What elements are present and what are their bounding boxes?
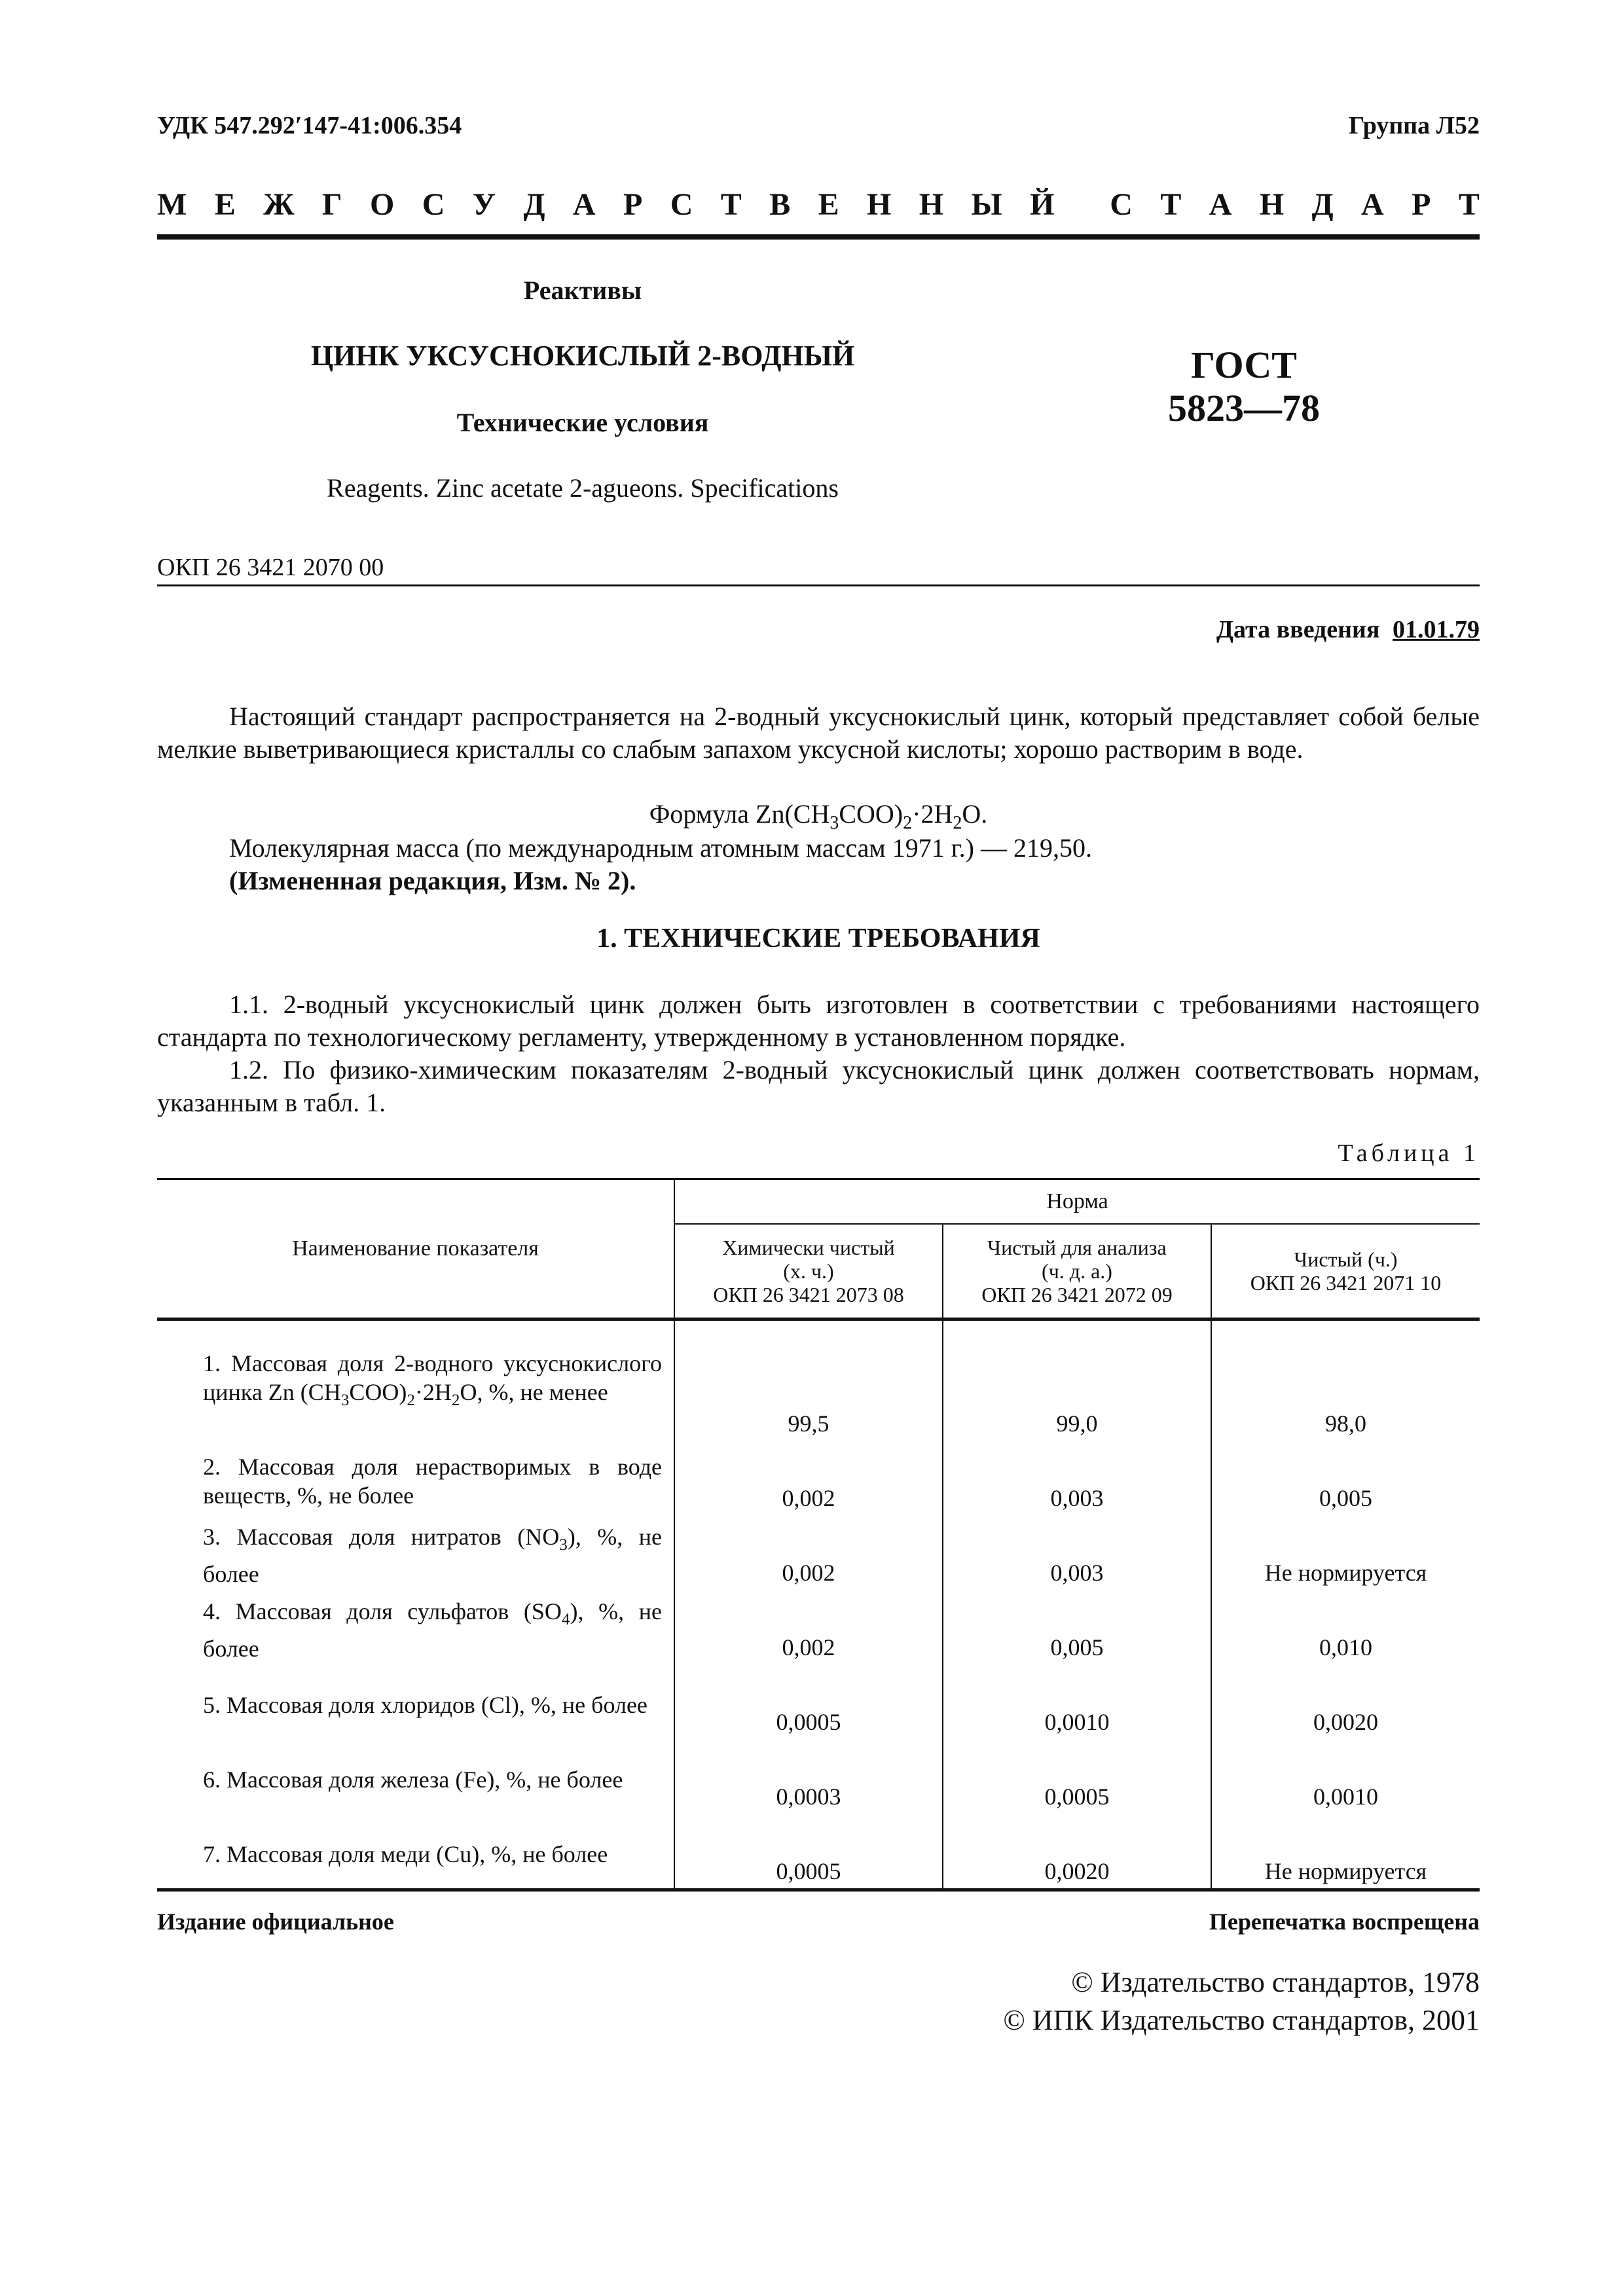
band-letter: О [369,187,395,222]
formula-label: Формула [649,799,750,829]
value-cell: 99,0 [943,1319,1211,1444]
column-header-grade-2: Чистый для анализа (ч. д. а.) ОКП 26 3421 2072 09 [943,1224,1211,1319]
band-letter: Е [818,187,839,222]
band-letter: А [1209,187,1232,222]
copyright [1003,1964,1480,2039]
column-header-grade-3: Чистый (ч.) ОКП 26 3421 2071 10 [1211,1224,1480,1319]
value-cell: Не нормируется [1211,1817,1480,1892]
value-cell: 0,003 [943,1518,1211,1593]
standard-subtitle: Технические условия [456,408,709,437]
group-code: Группа Л52 [1348,112,1480,139]
band-letter: Й [1030,187,1055,222]
value-cell: Не нормируется [1211,1518,1480,1593]
table-caption: Таблица 1 [1338,1139,1480,1167]
molecular-mass: Молекулярная масса (по международным атомным массам 1971 г.) — 219,50. [229,833,1092,863]
value-cell: 98,0 [1211,1319,1480,1444]
table-row [157,1518,1480,1593]
column-header-norm: Норма [674,1179,1480,1225]
footer-rule [157,1888,1480,1892]
copyright-1978: © Издательство стандартов, 1978 [1071,1966,1480,1998]
okp-code: ОКП 26 3421 2070 00 [157,554,384,581]
value-cell: 0,0020 [943,1817,1211,1892]
value-cell: 0,0005 [943,1742,1211,1817]
band-letter: С [670,187,693,222]
value-cell: 0,003 [943,1444,1211,1518]
english-title: Reagents. Zinc acetate 2-agueons. Specifications [327,473,839,503]
specification-table [157,1178,1480,1892]
value-cell: 0,005 [943,1593,1211,1668]
row-name: 1. Массовая доля 2-водного уксуснокислого цинка Zn $(CH_3COO)_2\cdot 2H_2O$, %, не менее [203,1350,662,1410]
row-name: 6. Массовая доля железа (Fe), %, не более [203,1766,623,1793]
udk-code: УДК 547.292′147-41:006.354 [157,112,462,139]
revision-note: (Измененная редакция, Изм. № 2). [229,866,636,895]
band-letter: Ж [263,187,295,222]
table-row [157,1668,1480,1742]
introduction-date-label: Дата введения [1216,616,1380,643]
band-letter: А [1361,187,1384,222]
table-row [157,1444,1480,1518]
row-name: 2. Массовая доля нерастворимых в воде веществ, %, не более [203,1453,662,1509]
paragraph-1-2: 1.2. По физико-химическим показателям 2-водный уксуснокислый цинк должен соответствовать нормам, указанным в табл. 1. [157,1055,1480,1117]
value-cell: 0,0005 [674,1668,943,1742]
table-row [157,1319,1480,1444]
category: Реактивы [523,276,642,305]
band-letter: С [1110,187,1133,222]
introduction-date-value: 01.01.79 [1393,616,1480,643]
band-letter: Е [214,187,236,222]
band-letter: Н [919,187,944,222]
gost-designation [1113,344,1375,430]
value-cell: 0,0010 [943,1668,1211,1742]
value-cell: 0,002 [674,1444,943,1518]
band-letter: Ы [971,187,1002,222]
column-header-grade-1: Химически чистый (х. ч.) ОКП 26 3421 2073 08 [674,1224,943,1319]
value-cell: 0,0005 [674,1817,943,1892]
interstate-standard-band [157,187,1480,223]
band-letter: Т [1458,187,1480,222]
value-cell: 0,010 [1211,1593,1480,1668]
row-name: 3. Массовая доля нитратов $(NO_3)$, %, не более [203,1523,662,1588]
band-letter: Н [1259,187,1285,222]
introduction-date [1216,615,1480,644]
reprint-prohibited: Перепечатка воспрещена [1209,1909,1480,1935]
band-letter: С [422,187,445,222]
band-letter: М [157,187,187,222]
table-row [157,1817,1480,1892]
copyright-2001: © ИПК Издательство стандартов, 2001 [1003,2004,1480,2036]
value-cell: 0,0010 [1211,1742,1480,1817]
band-letter: В [769,187,791,222]
formula: $Zn(CH_3COO)_2\cdot 2H_2O$. [756,799,988,833]
band-letter: Г [322,187,342,222]
document-header [157,111,1480,140]
standard-name: ЦИНК УКСУСНОКИСЛЫЙ 2-ВОДНЫЙ [310,340,855,372]
band-letter: А [572,187,596,222]
row-name: 4. Массовая доля сульфатов $(SO_4)$, %, не более [203,1598,662,1662]
band-letter: Т [1160,187,1182,222]
okp-rule [157,584,1480,586]
value-cell: 99,5 [674,1319,943,1444]
band-letter: Н [867,187,892,222]
band-letter: Р [1412,187,1431,222]
band-letter: У [472,187,496,222]
band-rule [157,234,1480,240]
intro-paragraph: Настоящий стандарт распространяется на 2-водный уксуснокислый цинк, который представляет собой белые мелкие выветривающиеся кристаллы со слабым запахом уксусной кислоты; хорошо растворим в воде. [157,702,1480,764]
band-letter: Р [623,187,643,222]
official-edition: Издание официальное [157,1909,394,1935]
section-heading: 1. ТЕХНИЧЕСКИЕ ТРЕБОВАНИЯ [596,924,1040,954]
row-name: 7. Массовая доля меди (Cu), %, не более [203,1840,608,1867]
gost-number: 5823—78 [1168,387,1320,429]
value-cell: 0,0003 [674,1742,943,1817]
table-row [157,1742,1480,1817]
paragraph-1-1: 1.1. 2-водный уксуснокислый цинк должен быть изготовлен в соответствии с требованиями настоящего стандарта по технологическому регламенту, утвержденному в установленном порядке. [157,990,1480,1052]
band-letter: Д [1311,187,1334,222]
band-letter: Т [720,187,742,222]
value-cell: 0,005 [1211,1444,1480,1518]
value-cell: 0,002 [674,1518,943,1593]
gost-label: ГОСТ [1191,344,1297,386]
value-cell: 0,002 [674,1593,943,1668]
band-letter: Д [523,187,545,222]
formula-line [157,798,1480,834]
column-header-name: Наименование показателя [292,1236,539,1261]
table-row [157,1593,1480,1668]
value-cell: 0,0020 [1211,1668,1480,1742]
row-name: 5. Массовая доля хлоридов (Cl), %, не более [203,1691,647,1718]
